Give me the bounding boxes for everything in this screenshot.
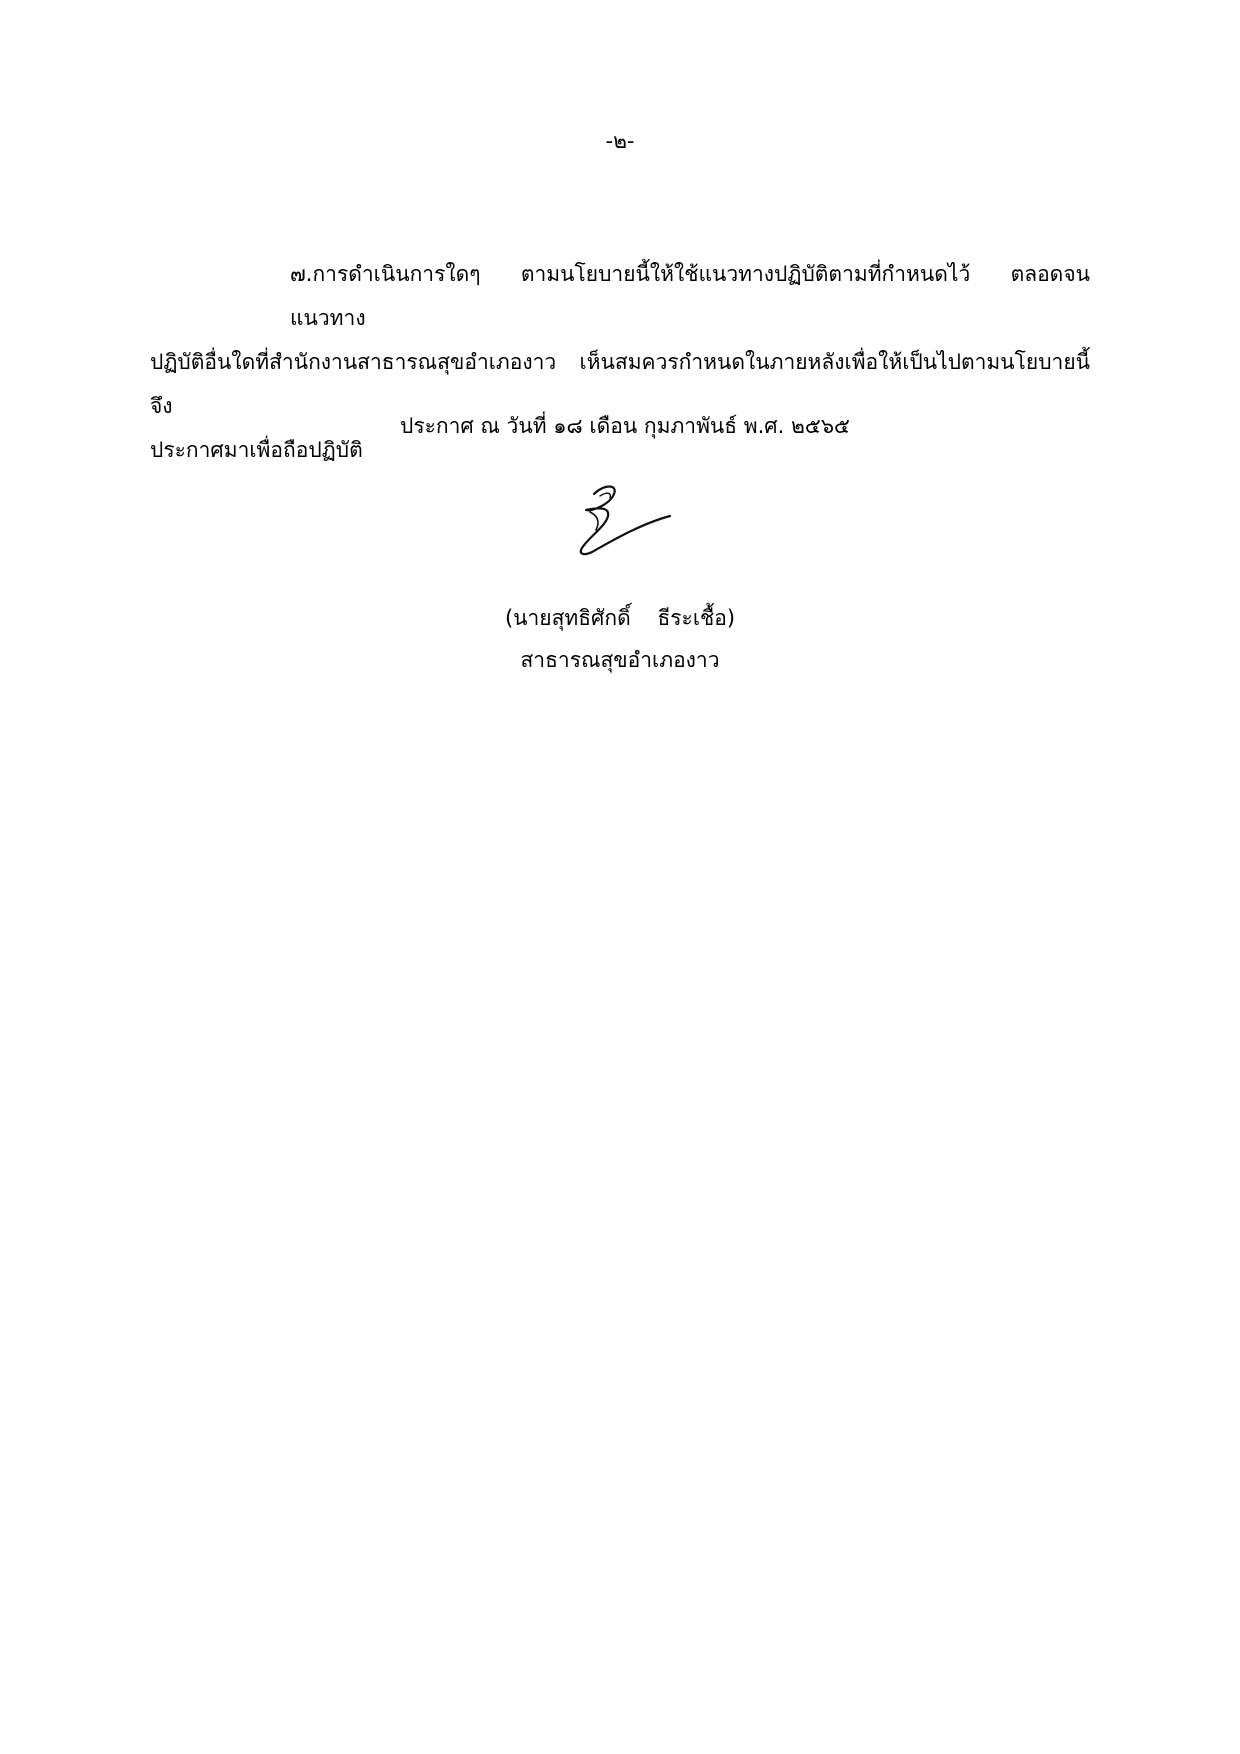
announcement-date: ประกาศ ณ วันที่ ๑๘ เดือน กุมภาพันธ์ พ.ศ. ๒๕๖๕ xyxy=(400,414,850,438)
body-line-3: ประกาศมาเพื่อถือปฏิบัติ xyxy=(150,438,363,462)
handwritten-signature xyxy=(570,482,680,562)
body-line-1: ๗.การดำเนินการใดๆ ตามนโยบายนี้ให้ใช้แนวทางปฏิบัติตามที่กำหนดไว้ ตลอดจนแนวทาง xyxy=(290,262,1090,330)
page-number: -๒- xyxy=(605,129,635,153)
signer-name: (นายสุทธิศักดิ์ ธีระเชื้อ) xyxy=(504,606,736,630)
body-line-2: ปฏิบัติอื่นใดที่สำนักงานสาธารณสุขอำเภองาว เห็นสมควรกำหนดในภายหลังเพื่อให้เป็นไปตามนโยบายนี้ จึง xyxy=(150,350,1090,418)
signer-title: สาธารณสุขอำเภองาว xyxy=(520,648,720,672)
